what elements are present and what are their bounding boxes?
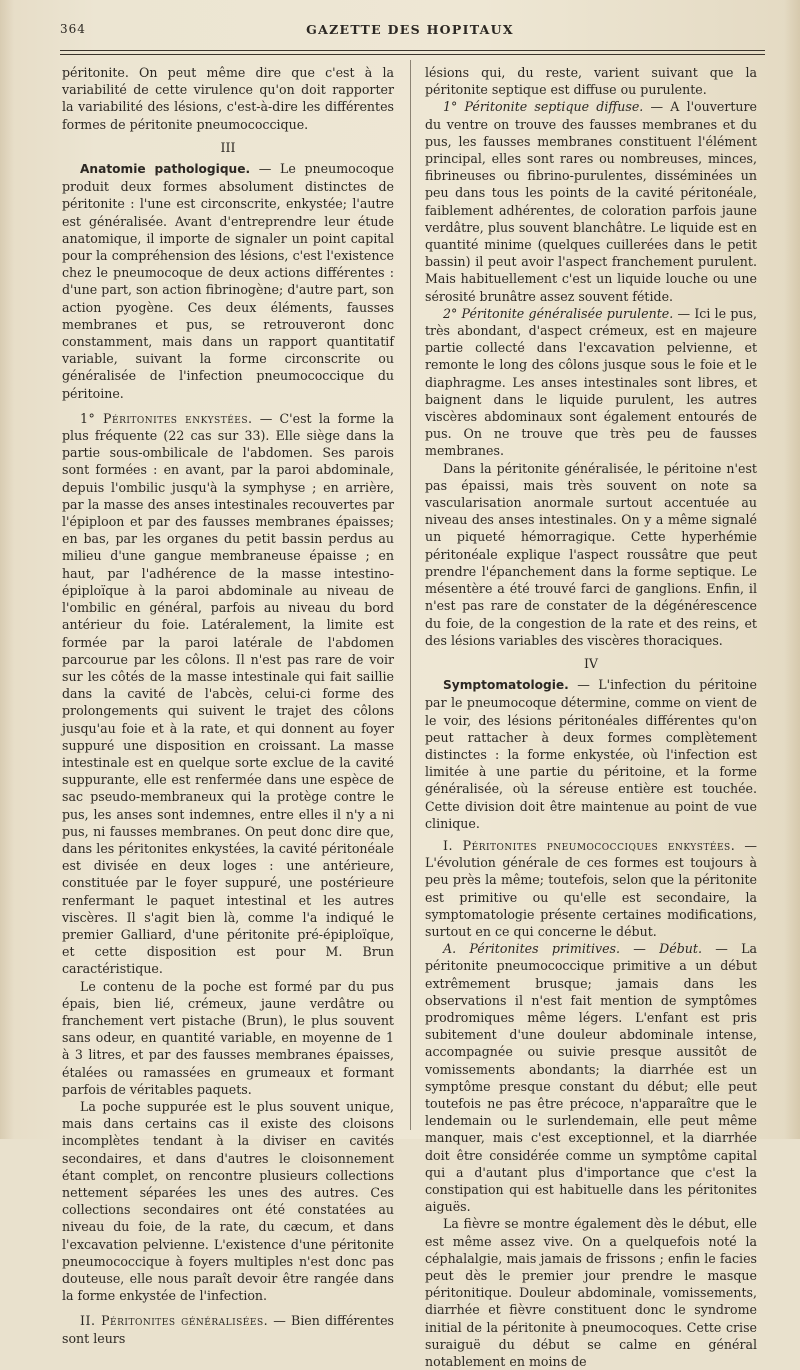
paragraph-poche: La poche suppurée est le plus souvent unique, mais dans certains cas il existe des cloisons incomplètes tendant à la diviser en cavités secondaires, et dans d'autres le cloisonnement étant complet, on rencontre plusieurs collections nettement séparées les unes des autres. Ces collections secondaires ont été constatées au niveau du foie, de la rate, du cæcum, et dans l'excavation pelvienne. L'existence d'une péritonite pneumococcique à foyers multiples n'est donc pas douteuse, elle nous paraît devoir être rangée dans la forme enkystée de l'infection. [62, 1098, 394, 1304]
generalisees-text: — Bien différentes sont leurs [62, 1313, 394, 1346]
label-septique-diffuse: 1° Péritonite septique diffuse. [443, 99, 644, 115]
paragraph-symptomatologie [425, 676, 757, 832]
paragraph-enkystees [62, 410, 394, 978]
enkystees-text: — C'est la forme la plus fréquente (22 cas sur 33). Elle siège dans la partie sous-ombilicale de l'abdomen. Ses parois sont formées : en avant, par la paroi abdominale, depuis l'ombilic jusqu'à la symphyse ; en arrière, par la masse des anses intestinales recouvertes par l'épiploon et par des fausses membranes épaisses; en bas, par les organes du petit bassin perdus au milieu d'une gangue membraneuse épaisse ; en haut, par l'adhérence de la masse intestino-épiploïque à la paroi abdominale au niveau de l'ombilic en général, parfois au niveau du bord antérieur du foie. Latéralement, la limite est formée par la paroi latérale de l'abdomen parcourue par les côlons. Il n'est pas rare de voir sur les côtés de la masse intestinale qui fait saillie dans la cavité de l'abcès, celui-ci forme des prolongements qui suivent le trajet des côlons jusqu'au foie et à la rate, et qui donnent au foyer suppuré une disposition en croissant. La masse intestinale est en quelque sorte exclue de la cavité suppurante, elle est renfermée dans une espèce de sac pseudo-membraneux qui la protège contre le pus, les anses sont indemnes, entre elles il n'y a ni pus, ni fausses membranes. On peut donc dire que, dans les péritonites enkystées, la cavité péritonéale est divisée en deux loges : une antérieure, constituée par le foyer suppuré, une postérieure renfermant le paquet intestinal et les autres viscères. Il s'agit bien là, comme l'a indiqué le premier Galliard, d'une péritonite pré-épiploïque, et cette disposition est pour M. Brun caractéristique. [62, 410, 394, 977]
label-pneumococciques-enkystees: I. Péritonites pneumococciques enkystées. [443, 837, 736, 853]
pneumococciques-text: — L'évolution générale de ces formes est toujours à peu près la même; toutefois, selon que la péritonite est primitive ou qu'elle est secondaire, la symptomatologie présente certaines modifications, surtout en ce qui concerne le début. [425, 837, 757, 939]
paragraph-virulence: péritonite. On peut même dire que c'est à la variabilité de cette virulence qu'on doit rapporter la variabilité des lésions, c'est-à-dire les différentes formes de péritonite pneumococcique. [62, 65, 394, 132]
page-number: 364 [60, 22, 86, 36]
label-peritonites-generalisees: II. Péritonites généralisées. [80, 1313, 269, 1329]
septique-text: — A l'ouverture du ventre on trouve des fausses membranes et du pus, les fausses membranes constituent l'élément principal, elles sont rares ou nombreuses, minces, fibrineuses ou fibrino-purulentes, disséminées un peu dans tous les points de la cavité péritonéale, faiblement adhérentes, de coloration parfois jaune verdâtre, plus souvent blanchâtre. Le liquide est en quantité minime (quelques cuillerées dans le petit bassin) il peut avoir l'aspect franchement purulent. Mais habituellement c'est un liquide louche ou une sérosité brunâtre assez souvent fétide. [425, 99, 757, 304]
page-right-edge-shadow [784, 0, 800, 1139]
page-header [60, 22, 760, 46]
anatomie-text: — Le pneumocoque produit deux formes absolument distinctes de péritonite : l'une est circonscrite, enkystée; l'autre est généralisée. Avant d'entreprendre leur étude anatomique, il importe de signaler un point capital pour la compréhension des lésions, c'est l'existence chez le pneumocoque de deux actions différentes : d'une part, son action fibrinogène; d'autre part, son action pyogène. Ces deux éléments, fausses membranes et pus, se retrouveront donc constamment, mais dans un rapport quantitatif variable, suivant la forme circonscrite ou généralisée de l'infection pneumococcique du péritoine. [62, 161, 394, 401]
primitives-text: — La péritonite pneumococcique primitive a un début extrêmement brusque; jamais dans les observations il n'est fait mention de symptômes prodromiques même légers. L'enfant est pris subitement d'une douleur abdominale intense, accompagnée ou suivie presque aussitôt de vomissements abondants; la diarrhée est un symptôme presque constant du début; elle peut toutefois ne pas être précoce, n'apparaître que le lendemain ou le surlendemain, elle peut même manquer, mais c'est exceptionnel, et la diarrhée doit être considérée comme un symptôme capital qui a d'autant plus d'importance que c'est la constipation qui est habituelle dans les péritonites aiguës. [425, 941, 757, 1215]
right-column [425, 64, 757, 1370]
page-left-edge-shadow [0, 0, 14, 1139]
paragraph-generalisee-purulente [425, 305, 757, 460]
paragraph-lesions: lésions qui, du reste, varient suivant que la péritonite septique est diffuse ou purulente. [425, 65, 757, 98]
paragraph-septique-diffuse [425, 98, 757, 304]
paragraph-pneumococciques-enkystees [425, 837, 757, 940]
symptomatologie-text: — L'infection du péritoine par le pneumocoque détermine, comme on vient de le voir, des lésions péritonéales différentes qu'on peut rattacher à deux formes complètement distinctes : la forme enkystée, où l'infection est limitée à une partie du péritoine, et la forme généralisée, où la séreuse entière est touchée. Cette division doit être maintenue au point de vue clinique. [425, 677, 757, 831]
purulente-text: — Ici le pus, très abondant, d'aspect crémeux, est en majeure partie collecté dans l'excavation pelvienne, et remonte le long des côlons jusque sous le foie et le diaphragme. Les anses intestinales sont libres, et baignent dans le liquide purulent, les autres viscères abdominaux sont également entourés de pus. On ne trouve que très peu de fausses membranes. [425, 305, 757, 459]
paragraph-generalisees [62, 1312, 394, 1346]
header-rule-top [60, 50, 765, 51]
paragraph-contenu: Le contenu de la poche est formé par du pus épais, bien lié, crémeux, jaune verdâtre ou franchement vert pistache (Brun), le plus souvent sans odeur, en quantité variable, en moyenne de 1 à 3 litres, et par des fausses membranes épaisses, étalées ou ramassées en grumeaux et formant parfois de véritables paquets. [62, 978, 394, 1097]
column-divider [410, 60, 411, 1130]
section-numeral-iii: III [220, 139, 236, 155]
section-numeral-iv: IV [583, 655, 599, 671]
label-peritonites-enkystees: 1° Péritonites enkystées. [80, 410, 253, 426]
journal-title: GAZETTE DES HOPITAUX [306, 22, 514, 37]
label-primitives-debut: A. Péritonites primitives. — Début. [443, 941, 702, 957]
left-column [62, 64, 394, 1346]
label-generalisee-purulente: 2° Péritonite généralisée purulente. [443, 305, 674, 321]
paragraph-fievre: La fièvre se montre également dès le début, elle est même assez vive. On a quelquefois noté la céphalalgie, mais jamais de frissons ; enfin le facies peut dès le premier jour prendre le masque péritonitique. Douleur abdominale, vomissements, diarrhée et fièvre constituent donc le syndrome initial de la péritonite à pneumocoques. Cette crise suraiguë du début se calme en général notablement en moins de [425, 1216, 757, 1370]
paragraph-primitives [425, 940, 757, 1215]
paragraph-anatomie [62, 160, 394, 402]
heading-anatomie-pathologique: Anatomie pathologique. [80, 162, 251, 177]
heading-symptomatologie: Symptomatologie. [443, 678, 569, 693]
header-rule-bottom [60, 54, 765, 55]
paragraph-peritonite-generalisee: Dans la péritonite généralisée, le péritoine n'est pas épaissi, mais très souvent on note sa vascularisation anormale surtout accentuée au niveau des anses intestinales. On y a même signalé un piqueté hémorragique. Cette hyperhémie péritonéale explique l'aspect roussâtre que peut prendre l'épanchement dans la forme septique. Le mésentère a été trouvé farci de ganglions. Enfin, il n'est pas rare de constater de la dégénérescence du foie, de la congestion de la rate et des reins, et des lésions variables des viscères thoraciques. [425, 460, 757, 648]
